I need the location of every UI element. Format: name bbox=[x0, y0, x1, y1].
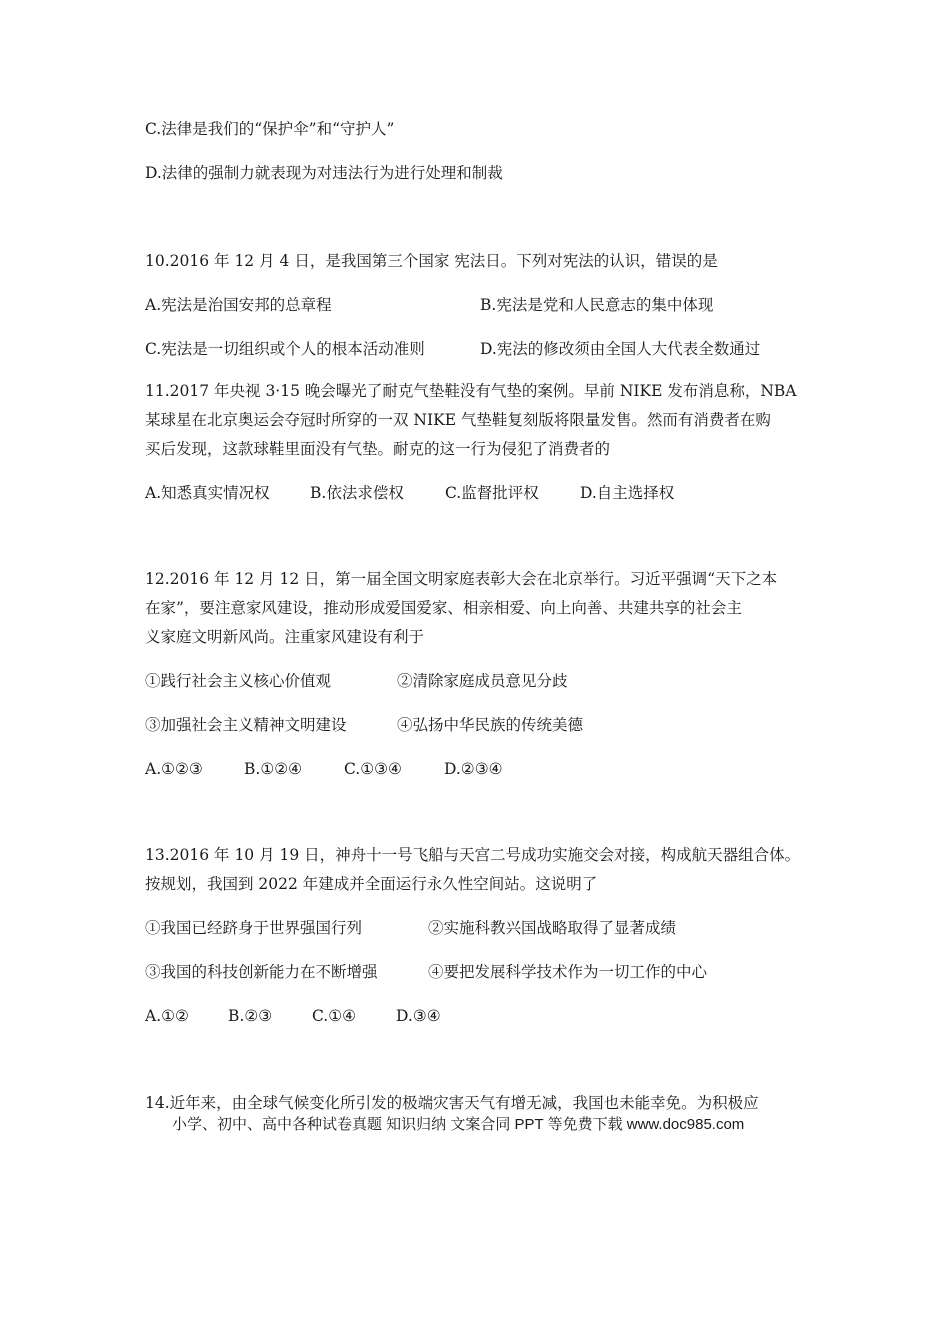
q11-option-d: D.自主选择权 bbox=[580, 484, 675, 502]
q9-option-c: C.法律是我们的“保护伞”和“守护人” bbox=[145, 120, 395, 138]
q12-item-4: ④弘扬中华民族的传统美德 bbox=[397, 716, 584, 734]
q12-item-2: ②清除家庭成员意见分歧 bbox=[397, 672, 568, 690]
q11-option-c: C.监督批评权 bbox=[445, 484, 539, 502]
q12-stem-line3: 义家庭文明新风尚。注重家风建设有利于 bbox=[145, 628, 425, 646]
q12-options bbox=[145, 759, 503, 779]
q11-stem-line1: 11.2017 年央视 3·15 晚会曝光了耐克气垫鞋没有气垫的案例。早前 NIKE 发布消息称，NBA bbox=[145, 382, 797, 400]
q12-stem-line2: 在家”，要注意家风建设，推动形成爱国爱家、相亲相爱、向上向善、共建共享的社会主 bbox=[145, 599, 742, 617]
q10-option-c: C.宪法是一切组织或个人的根本活动准则 bbox=[145, 340, 425, 358]
q12-option-c: C.①③④ bbox=[344, 760, 402, 778]
q12-item-1: ①践行社会主义核心价值观 bbox=[145, 672, 332, 690]
q9-option-d: D.法律的强制力就表现为对违法行为进行处理和制裁 bbox=[145, 164, 503, 182]
q10-option-d: D.宪法的修改须由全国人大代表全数通过 bbox=[480, 340, 761, 358]
q13-option-a: A.①② bbox=[145, 1007, 189, 1025]
q11-options bbox=[145, 483, 674, 503]
q13-item-4: ④要把发展科学技术作为一切工作的中心 bbox=[428, 963, 708, 981]
q10-stem: 10.2016 年 12 月 4 日，是我国第三个国家 宪法日。下列对宪法的认识，错误的是 bbox=[145, 252, 718, 270]
q13-option-c: C.①④ bbox=[312, 1007, 357, 1025]
q13-stem-line2: 按规划，我国到 2022 年建成并全面运行永久性空间站。这说明了 bbox=[145, 875, 598, 893]
q12-option-b: B.①②④ bbox=[244, 760, 303, 778]
q13-item-2: ②实施科教兴国战略取得了显著成绩 bbox=[428, 919, 677, 937]
q13-item-1: ①我国已经跻身于世界强国行列 bbox=[145, 919, 363, 937]
q10-option-a: A.宪法是治国安邦的总章程 bbox=[145, 296, 332, 314]
q13-option-d: D.③④ bbox=[396, 1007, 441, 1025]
q13-stem-line1: 13.2016 年 10 月 19 日，神舟十一号飞船与天宫二号成功实施交会对接，构成航天器组合体。 bbox=[145, 846, 801, 864]
q12-item-3: ③加强社会主义精神文明建设 bbox=[145, 716, 347, 734]
q10-option-b: B.宪法是党和人民意志的集中体现 bbox=[480, 296, 714, 314]
q11-option-b: B.依法求偿权 bbox=[310, 484, 404, 502]
q13-item-3: ③我国的科技创新能力在不断增强 bbox=[145, 963, 378, 981]
q11-stem-line3: 买后发现，这款球鞋里面没有气垫。耐克的这一行为侵犯了消费者的 bbox=[145, 440, 611, 458]
page-footer: 小学、初中、高中各种试卷真题 知识归纳 文案合同 PPT 等免费下载 www.doc985.com bbox=[172, 1116, 745, 1133]
q12-option-d: D.②③④ bbox=[444, 760, 503, 778]
q11-option-a: A.知悉真实情况权 bbox=[145, 484, 270, 502]
q14-stem-line1: 14.近年来，由全球气候变化所引发的极端灾害天气有增无减，我国也未能幸免。为积极应 bbox=[145, 1094, 759, 1112]
q11-stem-line2: 某球星在北京奥运会夺冠时所穿的一双 NIKE 气垫鞋复刻版将限量发售。然而有消费者在购 bbox=[145, 411, 771, 429]
q13-options bbox=[145, 1006, 441, 1026]
q12-stem-line1: 12.2016 年 12 月 12 日，第一届全国文明家庭表彰大会在北京举行。习近平强调“天下之本 bbox=[145, 570, 778, 588]
q12-option-a: A.①②③ bbox=[145, 760, 203, 778]
q13-option-b: B.②③ bbox=[228, 1007, 273, 1025]
